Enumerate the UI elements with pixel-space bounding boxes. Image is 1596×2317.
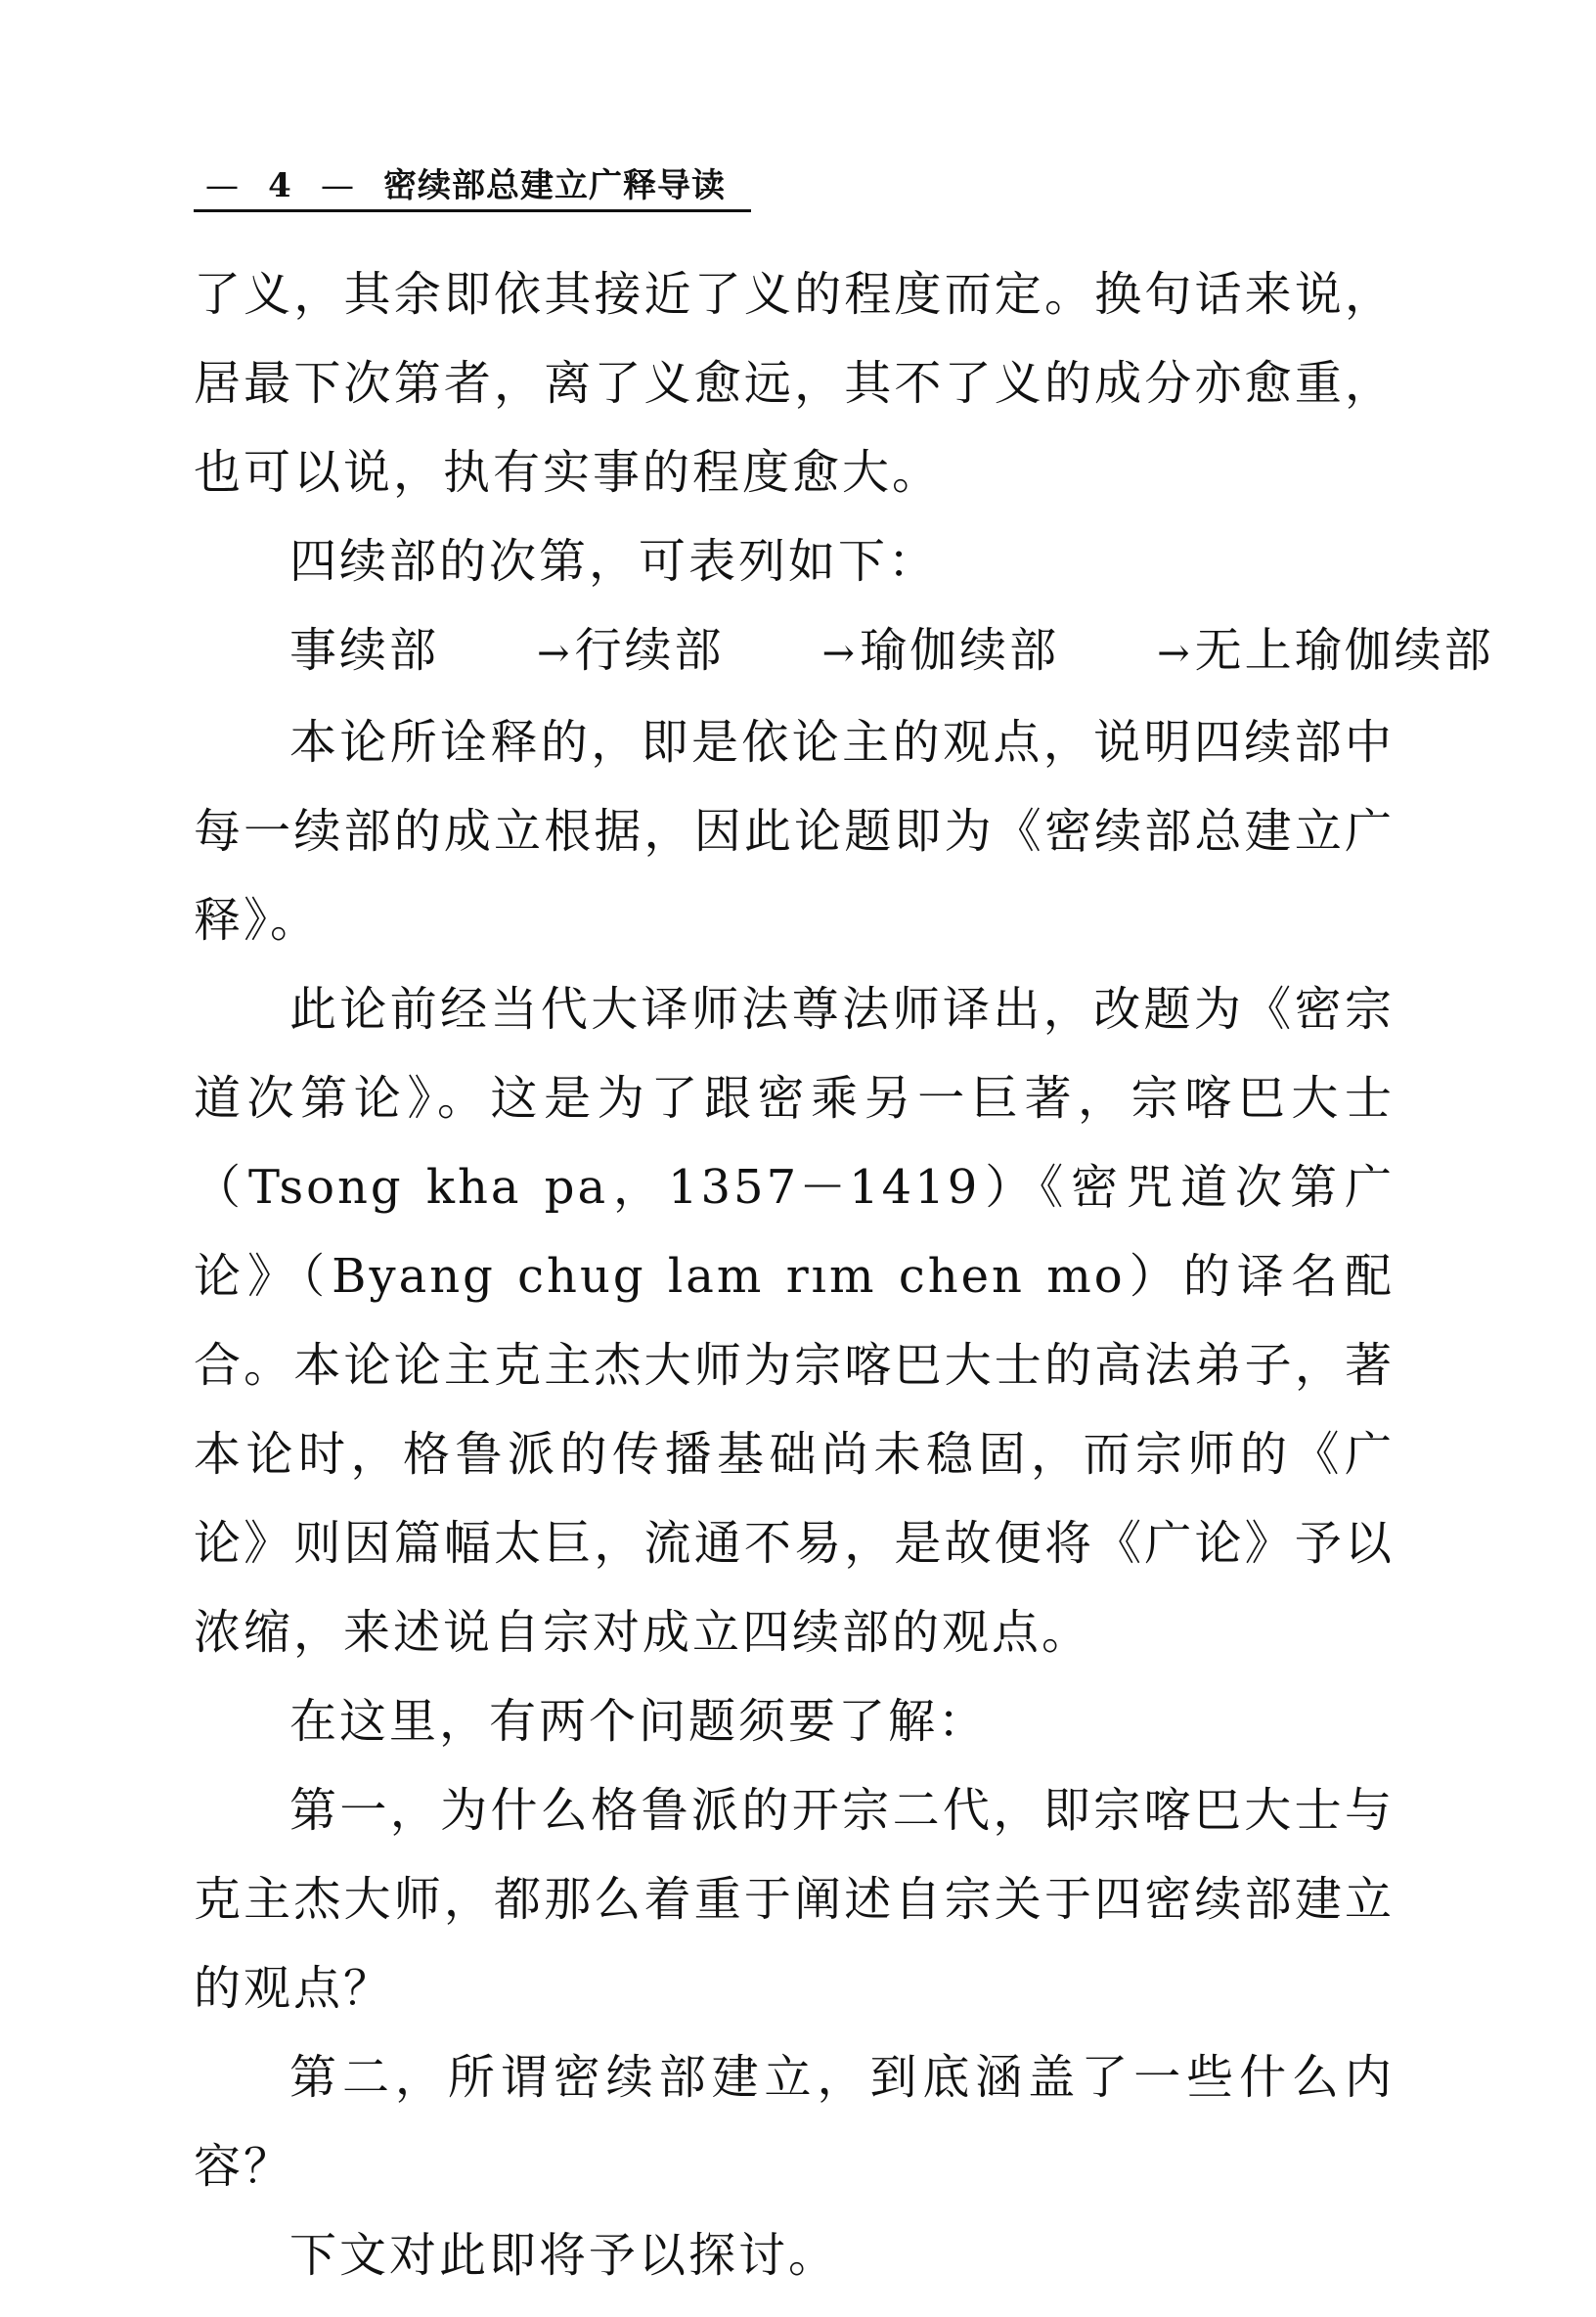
arrow-icon: → bbox=[537, 631, 573, 676]
running-header bbox=[194, 158, 751, 213]
paragraph-4: 本论所诠释的，即是依论主的观点，说明四续部中每一续部的成立根据，因此论题即为《密续部总建立广释》。 bbox=[194, 715, 1395, 948]
paragraph-1: 了义，其余即依其接近了义的程度而定。换句话来说，居最下次第者，离了义愈远，其不了义的成分亦愈重，也可以说，执有实事的程度愈大。 bbox=[194, 267, 1395, 500]
step-anuttarayoga-tantra: 无上瑜伽续部 bbox=[1194, 623, 1494, 678]
page-number: 4 bbox=[268, 166, 291, 205]
arrow-icon: → bbox=[1157, 631, 1193, 676]
arrow-icon: → bbox=[821, 631, 859, 676]
paragraph-8: 第二，所谓密续部建立，到底涵盖了一些什么内容？ bbox=[194, 2050, 1395, 2194]
step-kriya-tantra: 事续部 bbox=[289, 623, 440, 678]
header-rule bbox=[194, 209, 751, 212]
paragraph-2: 四续部的次第，可表列如下： bbox=[289, 534, 939, 589]
step-charya-tantra: 行续部 bbox=[574, 623, 725, 678]
paragraph-5: 此论前经当代大译师法尊法师译出，改题为《密宗道次第论》。这是为了跟密乘另一巨著，宗喀巴大士（Tsong kha pa，1357－1419）《密咒道次第广论》（Byang chug lam rım chen mo）的译名配合。本论论主克主杰大师为宗喀巴大士的高法弟子，著本论时，格鲁派的传播基础尚未稳固，而宗师的《广论》则因篇幅太巨，流通不易，是故便将《广论》予以浓缩，来述说自宗对成立四续部的观点。 bbox=[194, 982, 1395, 1660]
body-text bbox=[194, 250, 1494, 2300]
step-yoga-tantra: 瑜伽续部 bbox=[860, 623, 1060, 678]
paragraph-9: 下文对此即将予以探讨。 bbox=[289, 2228, 839, 2283]
header-dash-left: — bbox=[205, 166, 239, 205]
paragraph-7: 第一，为什么格鲁派的开宗二代，即宗喀巴大士与克主杰大师，都那么着重于阐述自宗关于四密续部建立的观点？ bbox=[194, 1783, 1395, 2016]
header-dash-right: — bbox=[321, 166, 354, 205]
paragraph-6: 在这里，有两个问题须要了解： bbox=[289, 1694, 989, 1749]
tantra-order-flow bbox=[194, 606, 1494, 698]
book-title: 密续部总建立广释导读 bbox=[383, 166, 726, 205]
